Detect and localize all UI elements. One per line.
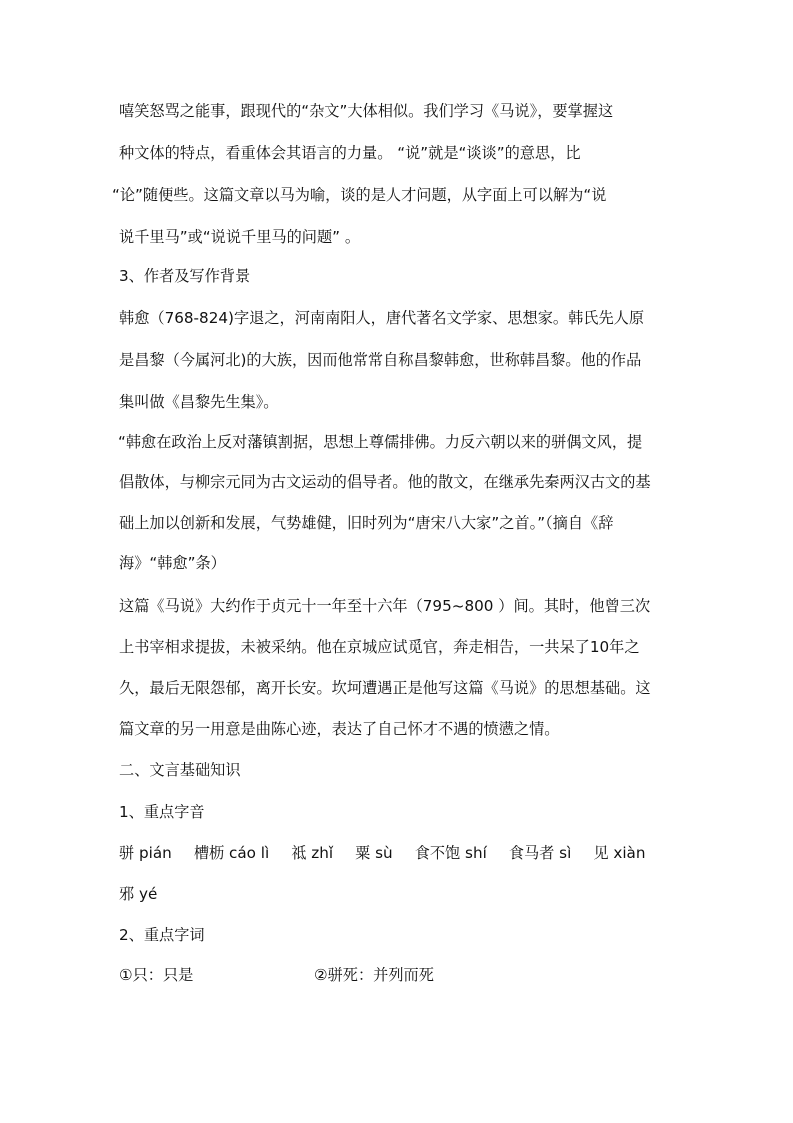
paragraph-line: 韩愈（768-824)字退之，河南南阳人，唐代著名文学家、思想家。韩氏先人原 [119, 309, 645, 327]
paragraph-line: 篇文章的另一用意是曲陈心迹，表达了自己怀才不遇的愤懑之情。 [119, 720, 560, 738]
pronunciation-item: 食马者 sì [508, 844, 572, 862]
quote-line: 础上加以创新和发展，气势雄健，旧时列为“唐宋八大家”之首。”（摘自《辞 [119, 514, 614, 532]
subsection-heading: 1、重点字音 [119, 803, 205, 821]
vocab-list [119, 965, 434, 985]
paragraph-line: 上书宰相求提拔，未被采纳。他在京城应试觅官，奔走相告，一共呆了10年之 [119, 638, 640, 656]
paragraph-line: 久，最后无限怨郁，离开长安。坎坷遭遇正是他写这篇《马说》的思想基础。这 [119, 679, 651, 697]
paragraph-line: 说千里马”或“说说千里马的问题” 。 [119, 228, 361, 246]
pronunciation-item: 邪 yé [119, 885, 158, 903]
pronunciation-item: 食不饱 shí [414, 844, 487, 862]
paragraph-line: 种文体的特点，看重体会其语言的力量。 “说”就是“谈谈”的意思，比 [119, 144, 581, 162]
vocab-item: ②骈死：并列而死 [314, 966, 434, 984]
pronunciation-item: 骈 pián [119, 844, 172, 862]
subsection-heading: 2、重点字词 [119, 926, 205, 944]
pronunciation-item: 粟 sù [355, 844, 393, 862]
quote-line: “韩愈在政治上反对藩镇割据，思想上尊儒排佛。力反六朝以来的骈偶文风，提 [118, 433, 643, 451]
vocab-item: ①只：只是 [119, 966, 194, 984]
quote-line: 倡散体，与柳宗元同为古文运动的倡导者。他的散文，在继承先秦两汉古文的基 [119, 473, 651, 491]
paragraph-line: 集叫做《昌黎先生集》。 [119, 393, 279, 411]
pronunciation-list [119, 843, 679, 863]
pronunciation-item: 槽枥 cáo lì [193, 844, 270, 862]
section-heading: 3、作者及写作背景 [119, 267, 251, 285]
paragraph-line: 嘻笑怒骂之能事，跟现代的“杂文”大体相似。我们学习《马说》，要掌握这 [119, 102, 614, 120]
pronunciation-item: 见 xiàn [593, 844, 646, 862]
paragraph-line: 是昌黎（今属河北)的大族，因而他常常自称昌黎韩愈，世称韩昌黎。他的作品 [119, 351, 642, 369]
paragraph-line: “论”随便些。这篇文章以马为喻，谈的是人才问题，从字面上可以解为“说 [112, 186, 607, 204]
paragraph-line: 这篇《马说》大约作于贞元十一年至十六年（795~800 ）间。其时，他曾三次 [119, 597, 651, 615]
section-heading: 二、文言基础知识 [119, 761, 241, 779]
pronunciation-item: 祗 zhǐ [291, 844, 334, 862]
quote-line: 海》“韩愈”条） [119, 554, 226, 572]
